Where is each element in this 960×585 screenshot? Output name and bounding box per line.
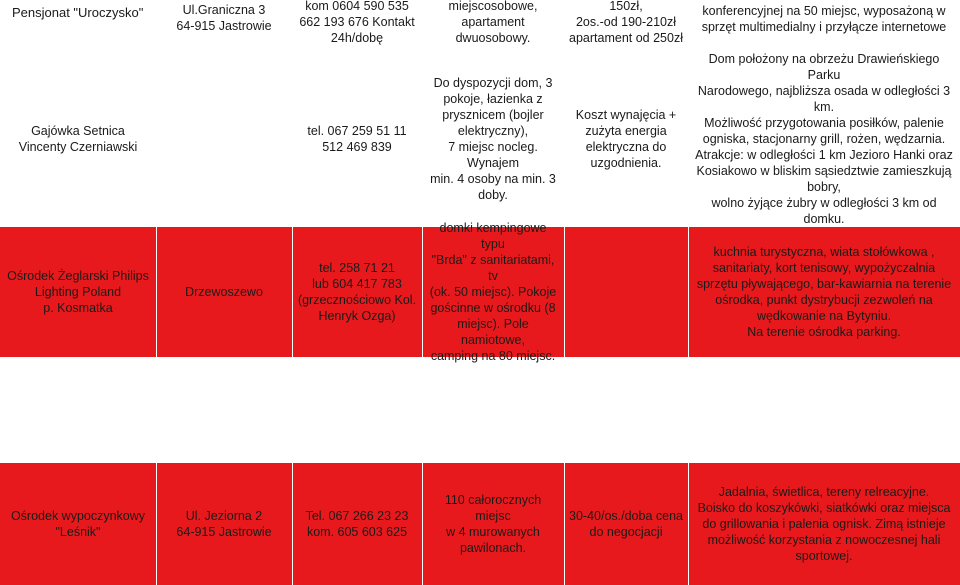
accommodation-line: "Brda" z sanitariatami, tv <box>431 253 555 283</box>
description-line: możliwość korzystania z nowoczesnej hali <box>707 533 941 547</box>
description-line: ogniska, stacjonarny grill, rożen, wędzarnia. <box>702 131 946 146</box>
price-line: Koszt wynajęcia + <box>575 107 677 122</box>
contact-line: (grzecznościowo Kol. <box>297 293 417 307</box>
cell-address <box>156 0 292 46</box>
accommodation-line: pawilonach. <box>459 541 526 555</box>
contact-line: tel. 067 259 51 11 <box>307 123 407 138</box>
description-line: kuchnia turystyczna, wiata stołówkowa , <box>713 245 935 259</box>
description-line: km. <box>813 99 835 114</box>
column-divider <box>422 227 423 357</box>
column-divider <box>564 227 565 357</box>
cell-name <box>0 227 156 357</box>
price-line: zużyta energia <box>585 123 667 138</box>
description-line: Atrakcje: w odległości 1 km Jezioro Hanki oraz <box>695 147 953 162</box>
accommodation-line: elektryczny), <box>457 123 529 138</box>
name-line: Ośrodek wypoczynkowy <box>10 509 146 523</box>
description-line: sprzęt multimedialny i przyłącze internetowe <box>701 20 947 34</box>
cell-description <box>688 50 960 227</box>
description-line: wolno żyjące żubry w odległości 3 km od <box>711 195 937 210</box>
description-line: Kosiakowo w bliskim sąsiedztwie zamieszkują <box>696 163 952 178</box>
description-line: ośrodka, punkt dystrybucji zezwoleń na <box>715 293 933 307</box>
cell-contact <box>292 50 422 227</box>
table-row <box>0 463 960 585</box>
table-row-empty <box>0 357 960 463</box>
accommodation-line: 7 miejsc nocleg. Wynajem <box>448 139 538 170</box>
price-line: 2os.-od 190-210zł <box>575 15 677 29</box>
contact-line: 24h/dobę <box>330 31 384 45</box>
cell-name <box>0 50 156 227</box>
contact-line: Tel. 067 266 23 23 <box>305 509 409 523</box>
accommodation-line: doby. <box>478 187 508 202</box>
column-divider <box>564 463 565 585</box>
cell-description <box>688 463 960 585</box>
cell-contact <box>292 463 422 585</box>
price-line: apartament od 250zł <box>569 31 683 45</box>
contact-line: kom. 605 603 625 <box>306 525 408 539</box>
cell-address <box>156 463 292 585</box>
price-line: do negocjacji <box>589 525 663 539</box>
cell-accommodation <box>422 221 564 363</box>
description-line: Jadalnia, świetlica, tereny relreacyjne. <box>718 485 930 499</box>
description-line: sanitariaty, kort tenisowy, wypożyczalnia <box>712 261 936 275</box>
column-divider <box>156 463 157 585</box>
description-line: Na terenie ośrodka parking. <box>747 325 901 339</box>
accommodation-line: camping na 80 miejsc. <box>430 349 556 363</box>
cell-price <box>564 50 688 227</box>
name-line: Lighting Poland <box>34 285 122 299</box>
column-divider <box>156 227 157 357</box>
name-line: Ośrodek Żeglarski Philips <box>7 269 149 283</box>
contact-line: 662 193 676 Kontakt <box>299 15 415 29</box>
column-divider <box>688 227 689 357</box>
contact-line: Henryk Ozga) <box>318 309 396 323</box>
cell-accommodation <box>422 50 564 227</box>
description-line: konferencyjnej na 50 miejsc, wyposażoną w <box>702 4 946 18</box>
address-line: Ul. Jeziorna 2 <box>185 509 263 523</box>
address-line: 64-915 Jastrowie <box>176 525 272 539</box>
price-line: elektryczna do <box>585 139 667 154</box>
name-line: p. Kosmatka <box>43 301 113 315</box>
column-divider <box>292 227 293 357</box>
cell-address <box>156 227 292 357</box>
description-line: Dom położony na obrzeżu Drawieńskiego Parku <box>708 51 940 82</box>
price-line: uzgodnienia. <box>590 155 662 170</box>
cell-price <box>564 463 688 585</box>
table-row <box>0 0 960 50</box>
address-line: Drzewoszewo <box>185 285 263 299</box>
description-line: Możliwość przygotowania posiłków, palenie <box>704 115 944 130</box>
price-line: 150zł, <box>609 0 643 13</box>
description-line: do grillowania i palenia ognisk. Zimą istnieje <box>702 517 946 531</box>
accommodation-line: miejscosobowe, <box>448 0 538 13</box>
cell-contact <box>292 227 422 357</box>
contact-line: lub 604 417 783 <box>312 277 402 291</box>
cell-name <box>0 0 156 26</box>
description-line: sportowej. <box>795 549 853 563</box>
description-line: Boisko do koszykówki, siatkówki oraz miejsca <box>697 501 951 515</box>
cell-description <box>688 0 960 38</box>
accommodation-line: domki kempingowe typu <box>439 221 547 251</box>
accommodation-line: miejsc). Pole namiotowe, <box>457 317 529 347</box>
accommodation-line: 110 całorocznych miejsc <box>444 493 542 523</box>
accommodation-line: gościnne w ośrodku (8 <box>430 301 556 315</box>
accommodation-line: min. 4 osoby na min. 3 <box>430 171 556 186</box>
cell-contact <box>292 0 422 50</box>
description-line: sprzętu pływającego, bar-kawiarnia na terenie <box>696 277 952 291</box>
column-divider <box>292 463 293 585</box>
name-line: Gajówka Setnica <box>31 123 125 138</box>
cell-accommodation <box>422 0 564 50</box>
contact-line: kom 0604 590 535 <box>305 0 409 13</box>
accommodation-line: dwuosobowy. <box>455 31 531 45</box>
cell-description <box>688 227 960 357</box>
accommodation-line: (ok. 50 miejsc). Pokoje <box>429 285 557 299</box>
name-line: "Leśnik" <box>55 525 101 539</box>
accommodation-line: pokoje, łazienka z <box>443 91 543 106</box>
description-line: Narodowego, najbliższa osada w odległości 3 <box>697 83 951 98</box>
address-line: Ul.Graniczna 3 <box>182 3 266 17</box>
address-line: 64-915 Jastrowie <box>176 19 272 33</box>
contact-line: tel. 258 71 21 <box>319 261 395 275</box>
contact-line: 512 469 839 <box>322 139 392 154</box>
description-line: wędkowanie na Bytyniu. <box>756 309 892 323</box>
price-line: 30-40/os./doba cena <box>569 509 683 523</box>
description-line: domku. <box>803 211 845 226</box>
column-divider <box>422 463 423 585</box>
cell-accommodation <box>422 463 564 585</box>
accommodation-line: prysznicem (bojler <box>442 107 544 122</box>
cell-price <box>564 0 688 50</box>
cell-name <box>0 463 156 585</box>
accommodation-line: Do dyspozycji dom, 3 <box>433 75 553 90</box>
name-text: Pensjonat "Uroczysko" <box>12 5 144 20</box>
column-divider <box>688 463 689 585</box>
name-line: Vincenty Czerniawski <box>18 139 138 154</box>
table-row <box>0 50 960 227</box>
table-row <box>0 221 960 363</box>
accommodation-line: w 4 murowanych <box>446 525 540 539</box>
accommodation-line: apartament <box>461 15 525 29</box>
description-line: bobry, <box>807 179 841 194</box>
